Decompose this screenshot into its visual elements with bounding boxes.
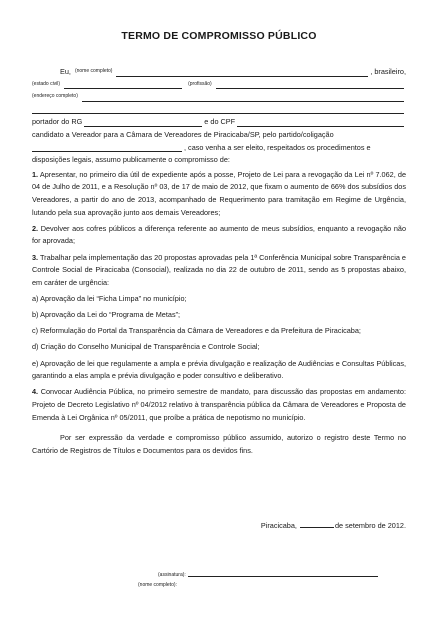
- nome-completo-label: (nome completo):: [138, 582, 177, 588]
- day-field[interactable]: [300, 520, 334, 528]
- subitem-a: a) Aprovação da lei “Ficha Limpa” no município;: [32, 293, 187, 303]
- item-2-number: 2.: [32, 223, 39, 233]
- item-1-text: Apresentar, no primeiro dia útil de expediente após a posse, Projeto de Lei para a revogação da Lei nº 7.062, de 04 de Julho de 2011, e a Resolução nº 03, de 17 de maio de 2012, que fixam o aumento de 66% dos subsídios dos Vereadores, a partir do ano de 2013, acompanhado de Requerimento para tramitação em Regime de Urgência, lutando pela sua aprovação junto aos demais Vereadores;: [32, 169, 407, 217]
- item-1-number: 1.: [32, 169, 39, 179]
- eu-label: Eu,: [60, 67, 71, 76]
- civil-line: [32, 79, 406, 92]
- item-3-text: Trabalhar pela implementação das 20 propostas aprovadas pela 1ª Conferência Municipal sobre Transparência e Controle Social de Piracicaba (Consocial), realizada no dia 22 de outubro de 2011, sendo as 5 propostas abaixo, em caráter de urgência:: [32, 252, 406, 287]
- cpf-field[interactable]: [237, 118, 404, 127]
- estado-civil-hint: (estado civil): [32, 80, 61, 87]
- document-title: TERMO DE COMPROMISSO PÚBLICO: [121, 30, 317, 42]
- nome-completo-hint: (nome completo): [74, 68, 113, 74]
- disposicoes-line: [32, 154, 406, 167]
- candidate-line: [32, 129, 406, 142]
- document-body: [32, 66, 406, 461]
- name-line: [32, 66, 406, 79]
- subitem-c: c) Reformulação do Portal da Transparência da Câmara de Vereadores e da Prefeitura de Piracicaba;: [32, 326, 361, 336]
- item-3-number: 3.: [32, 252, 39, 262]
- item-4: [32, 386, 406, 424]
- signature-line: [130, 568, 380, 578]
- item-4-text: Convocar Audiência Pública, no primeiro semestre de mandato, para discussão das propostas em andamento: Projeto de Decreto Legislativo nº 04/2012 relativo à transparência pública da Câmara de Vereadores e Proposta de Emenda à Lei Orgânica nº 05/2011, que proíbe a prática de nepotismo no município.: [32, 387, 406, 422]
- subitem-b: b) Aprovação da Lei do “Programa de Metas”;: [32, 310, 181, 320]
- candidate-text: candidato a Vereador para a Câmara de Vereadores de Piracicaba/SP, pelo partido/coligação: [32, 129, 334, 139]
- closing-paragraph: Por ser expressão da verdade e compromisso público assumido, autorizo o registro deste Termo no Cartório de Registros de Títulos e Documentos para os devidos fins.: [32, 433, 406, 455]
- item-4-number: 4.: [32, 387, 39, 397]
- caso-venha-text: , caso venha a ser eleito, respeitados os procedimentos e: [184, 142, 371, 152]
- documents-line: [32, 116, 406, 129]
- rg-label: portador do RG: [32, 117, 83, 127]
- subitem-e: e) Aprovação de lei que regulamente a ampla e prévia divulgação e realização de Audiências e Consultas Públicas, garantindo a elas ampla e prévia divulgação e poder consultivo e deliberativo.: [32, 358, 406, 381]
- assinatura-label: (assinatura):: [158, 572, 186, 578]
- address-line: [32, 91, 406, 104]
- party-line: [32, 142, 406, 155]
- nome-line: [130, 582, 380, 588]
- date-city: Piracicaba,: [260, 521, 297, 530]
- endereco-field-2[interactable]: [32, 105, 404, 114]
- disposicoes-text: disposições legais, assumo publicamente o compromisso de:: [32, 155, 230, 165]
- estado-civil-field[interactable]: [64, 80, 182, 89]
- item-3: [32, 252, 406, 290]
- brasileiro-label: , brasileiro,: [370, 67, 406, 76]
- rg-field[interactable]: [84, 118, 202, 127]
- profissao-field[interactable]: [216, 80, 404, 89]
- address-line-2: [32, 104, 406, 117]
- name-field[interactable]: [116, 68, 368, 77]
- assinatura-field[interactable]: [188, 568, 378, 577]
- profissao-hint: (profissão): [188, 80, 212, 87]
- item-1: [32, 169, 406, 219]
- endereco-hint: (endereço completo): [32, 93, 78, 100]
- date-rest: de setembro de 2012.: [335, 521, 406, 530]
- date-line: [0, 520, 406, 530]
- item-2-text: Devolver aos cofres públicos a diferença referente ao aumento de meus subsídios, enquanto a revogação não for aprovada;: [32, 223, 406, 246]
- endereco-field[interactable]: [82, 93, 404, 102]
- item-2: [32, 223, 406, 248]
- subitem-d: d) Criação do Conselho Municipal de Transparência e Controle Social;: [32, 342, 260, 352]
- partido-field[interactable]: [32, 143, 182, 152]
- cpf-label: e do CPF: [204, 117, 236, 127]
